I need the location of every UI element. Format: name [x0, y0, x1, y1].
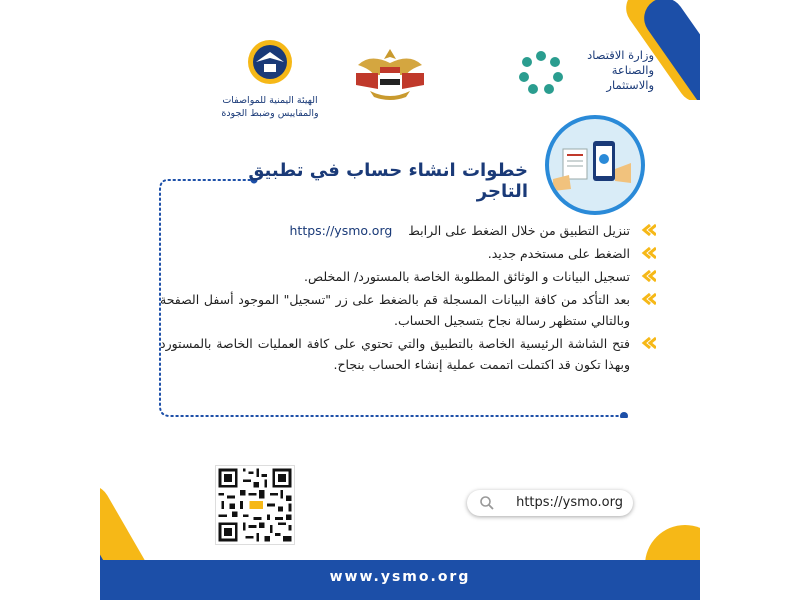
step-1-text: تنزيل التطبيق من خلال الضغط على الرابط	[408, 223, 630, 238]
footer-website-link[interactable]: www.ysmo.org	[329, 569, 471, 585]
ministry-name	[570, 48, 654, 93]
ministry-logo-mark	[516, 48, 566, 98]
page-title: خطوات انشاء حساب في تطبيق التاجر	[248, 160, 528, 202]
chevron-bullet-icon	[638, 246, 656, 260]
step-3-text: تسجيل البيانات و الوثائق المطلوبة الخاصة بالمستورد/ المخلص.	[304, 269, 630, 284]
step-1	[160, 220, 630, 241]
search-icon	[479, 495, 495, 511]
step-5-text: فتح الشاشة الرئيسية الخاصة بالتطبيق والتي تحتوي على كافة العمليات الخاصة بالمستورد وبهذا تكون قد اكتملت اتممت عملية إنشاء الحساب بنجاح.	[160, 336, 630, 372]
poster	[100, 0, 700, 600]
standards-org-name-line2: والمقاييس وضبط الجودة	[221, 108, 319, 119]
step-4-text: بعد التأكد من كافة البيانات المسجلة قم بالضغط على زر "تسجيل" الموجود أسفل الصفحة وبالتالي ستظهر رسالة نجاح بتسجيل الحساب.	[160, 292, 630, 328]
standards-org-emblem	[246, 38, 294, 86]
ministry-name-line2: والصناعة	[611, 63, 654, 77]
footer-bar	[100, 560, 700, 600]
ministry-logo	[510, 45, 660, 105]
step-4	[160, 289, 630, 331]
steps-list	[160, 220, 630, 377]
step-2-text: الضغط على مستخدم جديد.	[487, 246, 630, 261]
standards-org-logo	[185, 38, 355, 120]
ministry-name-line3: والاستثمار	[606, 78, 654, 92]
url-search-box[interactable]	[467, 490, 633, 516]
download-link[interactable]: https://ysmo.org	[289, 223, 393, 238]
chevron-bullet-icon	[638, 223, 656, 237]
chevron-bullet-icon	[638, 269, 656, 283]
standards-org-name-line1: الهيئة اليمنية للمواصفات	[222, 95, 318, 106]
step-5	[160, 333, 630, 375]
chevron-bullet-icon	[638, 292, 656, 306]
step-2	[160, 243, 630, 264]
ministry-name-line1: وزارة الاقتصاد	[587, 48, 654, 62]
search-box-url[interactable]: https://ysmo.org	[516, 495, 623, 510]
step-3	[160, 266, 630, 287]
republic-eagle-emblem	[350, 45, 430, 103]
chevron-bullet-icon	[638, 336, 656, 350]
qr-code[interactable]	[215, 465, 295, 545]
